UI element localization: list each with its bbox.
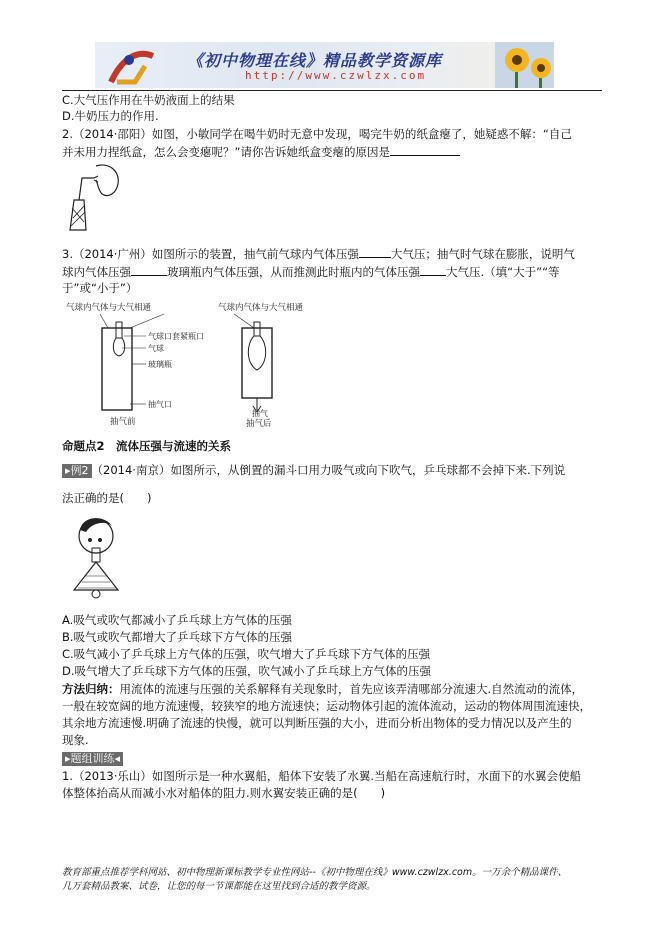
answer-blank — [131, 263, 167, 276]
header-banner — [95, 42, 554, 88]
practice-badge — [62, 752, 123, 766]
option-c: C.大气压作用在牛奶液面上的结果 — [62, 93, 235, 107]
fig-label-after: 抽气后 — [246, 419, 272, 428]
funnel-ball-figure — [64, 510, 134, 600]
method-line2: 一般在较宽阔的地方流速慢，较狭窄的地方流速快；运动物体引起的流体流动，运动的物体周围流速快， — [62, 699, 591, 713]
fig-label-pump: 抽气 — [252, 409, 268, 418]
site-logo — [101, 46, 171, 86]
badge-arrow-icon: ▸ — [65, 751, 71, 765]
example2-text: （2014·南京）如图所示，从倒置的漏斗口用力吸气或向下吹气，乒乓球都不会掉下来.下列说 — [91, 463, 566, 477]
badge-arrow-icon: ▸ — [65, 463, 71, 477]
q3-line1-b: 大气压；抽气时气球在膨胀，说明气 — [390, 247, 575, 261]
q3-line2 — [62, 263, 560, 280]
example2-option-c: C.吸气减小了乒乓球上方气体的压强，吹气增大了乒乓球下方气体的压强 — [62, 647, 431, 661]
example-badge-label: 例2 — [70, 463, 89, 477]
footer-line1: 教育部重点推荐学科网站、初中物理新课标教学专业性网站--《初中物理在线》www.czwlzx.com。一万余个精品课件、 — [62, 867, 568, 878]
q3-line3: 于”或“小于”） — [62, 281, 138, 295]
example2-option-b: B.吸气或吹气都增大了乒乓球下方气体的压强 — [62, 630, 293, 644]
fig-label-top-left: 气球内气体与大气相通 — [66, 303, 152, 313]
practice-badge-label: 题组训练 — [70, 751, 115, 765]
q1-line1: 1.（2013·乐山）如图所示是一种水翼船，船体下安装了水翼.当船在高速航行时，水面下的水翼会使船 — [62, 769, 582, 783]
q3-line1-a: 3.（2014·广州）如图所示的装置，抽气前气球内气体压强 — [62, 247, 359, 261]
example2-option-d: D.吸气增大了乒乓球下方气体的压强，吹气减小了乒乓球上方气体的压强 — [62, 664, 432, 678]
header-rule — [62, 90, 602, 91]
example2-option-a: A.吸气或吹气都减小了乒乓球上方气体的压强 — [62, 613, 292, 627]
fig-label-bottle: 玻璃瓶 — [148, 360, 172, 369]
banner-url: http://www.czwlzx.com — [245, 69, 427, 82]
option-d: D.牛奶压力的作用. — [62, 109, 159, 123]
footer-line2: 几万套精品教案、试卷，让您的每一节课都能在这里找到合适的教学资源。 — [62, 881, 376, 892]
milk-carton-figure — [64, 160, 134, 235]
example-badge — [62, 464, 92, 478]
q3-line2-a: 球内气体压强 — [62, 265, 131, 279]
practice-header — [62, 750, 123, 766]
fig-label-outlet: 抽气口 — [148, 400, 172, 409]
q1-line2: 体整体抬高从而减小水对船体的阻力.则水翼安装正确的是( ) — [62, 786, 386, 800]
fig-label-plug: 气球口套紧瓶口 — [148, 332, 204, 341]
fig-label-balloon: 气球 — [148, 344, 164, 353]
section-title: 命题点2 流体压强与流速的关系 — [62, 439, 231, 453]
q3-line2-c: 大气压.（填“大于”“等 — [446, 265, 560, 279]
answer-blank — [390, 143, 460, 156]
fig-label-top-right: 气球内气体与大气相通 — [218, 303, 304, 313]
q2-line1: 2.（2014·邵阳）如图，小敏同学在喝牛奶时无意中发现，喝完牛奶的纸盒瘪了，她疑惑不解：“自己 — [62, 127, 572, 141]
sunflower-image — [495, 42, 554, 88]
balloon-bottle-figure — [64, 298, 324, 428]
badge-arrow-icon: ◂ — [114, 751, 121, 765]
method-line4: 现象. — [62, 733, 89, 747]
answer-blank — [420, 263, 446, 276]
method-text1: 用流体的流速与压强的关系解释有关现象时，首先应该弄清哪部分流速大.自然流动的流体， — [119, 682, 584, 696]
fig-label-before: 抽气前 — [110, 417, 136, 427]
example2-line1 — [62, 462, 565, 478]
q2-line2 — [62, 143, 460, 160]
banner-title: 《初中物理在线》精品教学资源库 — [187, 51, 443, 70]
example2-line2: 法正确的是( ) — [62, 491, 152, 505]
method-label: 方法归纳： — [62, 682, 120, 696]
q2-line2-text: 并未用力捏纸盒，怎么会变瘪呢？”请你告诉她纸盒变瘪的原因是 — [62, 145, 390, 159]
method-line1 — [62, 681, 583, 697]
q3-line1 — [62, 245, 575, 262]
answer-blank — [359, 245, 391, 258]
method-line3: 其余地方流速慢.明确了流速的快慢，就可以判断压强的大小，进而分析出物体的受力情况以及产生的 — [62, 716, 572, 730]
q3-line2-b: 玻璃瓶内气体压强，从而推测此时瓶内的气体压强 — [167, 265, 420, 279]
